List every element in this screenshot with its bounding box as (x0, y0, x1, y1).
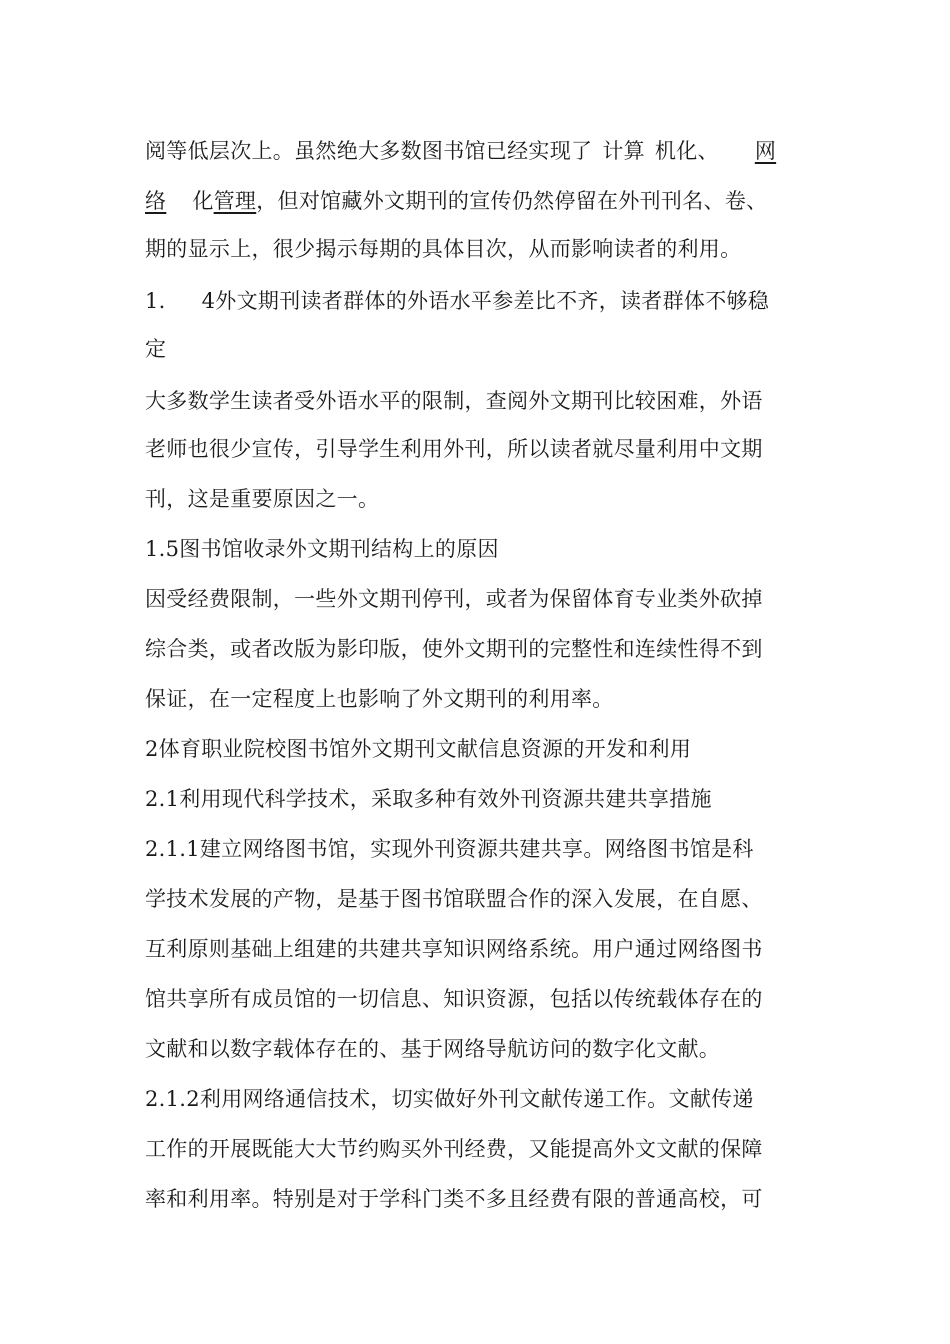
heading-line: 2体育职业院校图书馆外文期刊文献信息资源的开发和利用 (145, 737, 692, 761)
text-line: 因受经费限制，一些外文期刊停刊，或者为保留体育专业类外砍掉 (145, 587, 763, 611)
text-segment: 计算 (602, 139, 645, 163)
text-line: 文献和以数字载体存在的、基于网络导航访问的数字化文献。 (145, 1037, 721, 1061)
text-line: 保证，在一定程度上也影响了外文期刊的利用率。 (145, 687, 614, 711)
text-line: 互利原则基础上组建的共建共享知识网络系统。用户通过网络图书 (145, 937, 763, 961)
heading-line: 2.1利用现代科学技术，采取多种有效外刊资源共建共享措施 (145, 787, 712, 811)
text-segment: 化 (192, 189, 214, 213)
heading-line (145, 286, 769, 316)
text-segment: ，但对馆藏外文期刊的宣传仍然停留在外刊刊名、卷、 (256, 189, 768, 213)
text-line: 学技术发展的产物，是基于图书馆联盟合作的深入发展，在自愿、 (145, 887, 763, 911)
text-line: 综合类，或者改版为影印版，使外文期刊的完整性和连续性得不到 (145, 637, 763, 661)
heading-line: 定 (145, 337, 167, 361)
underlined-term: 网 (754, 139, 777, 163)
text-segment: 机化、 (654, 139, 719, 163)
underlined-term: 管理 (213, 189, 257, 213)
text-line: 馆共享所有成员馆的一切信息、知识资源，包括以传统载体存在的 (145, 987, 763, 1011)
text-line (145, 186, 767, 216)
heading-number: 1. (145, 289, 166, 313)
text-line: 刊，这是重要原因之一。 (145, 487, 380, 511)
text-line: 老师也很少宣传，引导学生利用外刊，所以读者就尽量利用中文期 (145, 437, 763, 461)
text-line: 2.1.2利用网络通信技术，切实做好外刊文献传递工作。文献传递 (145, 1087, 754, 1111)
text-line (145, 136, 776, 166)
text-line: 2.1.1建立网络图书馆，实现外刊资源共建共享。网络图书馆是科 (145, 837, 754, 861)
underlined-term: 络 (145, 189, 167, 213)
text-line: 工作的开展既能大大节约购买外刊经费，又能提高外文文献的保障 (145, 1137, 763, 1161)
text-line: 率和利用率。特别是对于学科门类不多且经费有限的普通高校，可 (145, 1187, 763, 1211)
heading-text: 4外文期刊读者群体的外语水平参差比不齐，读者群体不够稳 (201, 289, 770, 313)
text-line: 期的显示上，很少揭示每期的具体目次，从而影响读者的利用。 (145, 237, 742, 261)
text-segment: 阅等低层次上。虽然绝大多数图书馆已经实现了 (145, 139, 593, 163)
text-line: 大多数学生读者受外语水平的限制，查阅外文期刊比较困难，外语 (145, 389, 763, 413)
heading-line: 1.5图书馆收录外文期刊结构上的原因 (145, 537, 499, 561)
